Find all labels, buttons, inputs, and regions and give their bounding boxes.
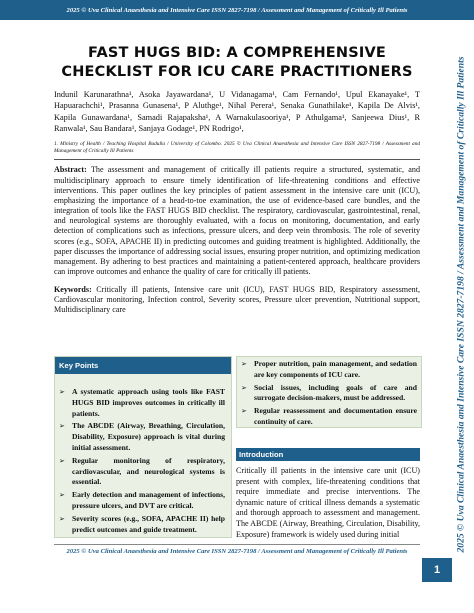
arrow-bullet-icon: ➢: [59, 491, 66, 500]
footer-running-title: 2025 © Uva Clinical Anaesthesia and Intensive Care ISSN 2827-7198 / Assessment and Management of Critically Ill Patients: [66, 548, 408, 555]
list-item: ➢ Regular monitoring of respiratory, cardiovascular, and neurological systems is essential.: [59, 455, 225, 487]
arrow-bullet-icon: ➢: [241, 407, 248, 416]
journal-header-bar: [0, 0, 474, 20]
side-running-title-text: 2025 © Uva Clinical Anaesthesia and Intensive Care ISSN 2827-7198 / Assessment and Management of Critically Ill Patients: [455, 55, 467, 553]
list-item: ➢ Early detection and management of infections, pressure ulcers, and DVT are critical.: [59, 490, 225, 510]
list-item: ➢ A systematic approach using tools like FAST HUGS BID improves outcomes in critically ill patients.: [59, 387, 225, 418]
running-title: 2025 © Uva Clinical Anaesthesia and Intensive Care ISSN 2827-7198 / Assessment and Management of Critically Ill Patients: [66, 6, 408, 14]
article-front-matter: [54, 44, 420, 316]
body-columns: [54, 356, 420, 539]
divider: [54, 159, 420, 160]
page-number: 1: [422, 558, 452, 582]
abstract-text: The assessment and management of critically ill patients require a structured, systematic, and multidisciplinary approach to ensure timely identification of life-threatening conditions and effective interventions. This paper outlines the key principles of patient assessment in the intensive care unit (ICU), emphasizing the importance of a head-to-toe examination, the use of evidence-based care bundles, and the integration of tools like the FAST HUGS BID checklist. The respiratory, cardiovascular, gastrointestinal, renal, and neurological systems are thoroughly evaluated, with a focus on monitoring, documentation, and early detection of complications such as infections, pressure ulcers, and deep vein thrombosis. The role of severity scores (e.g., SOFA, APACHE II) in predicting outcomes and guiding treatment is highlighted. Additionally, the paper discusses the importance of addressing social issues, ensuring proper nutrition, and optimizing medication management. By adhering to best practices and maintaining a patient-centered approach, healthcare providers can improve outcomes and enhance the quality of care for critically ill patients.: [54, 165, 420, 276]
introduction-heading: Introduction: [236, 448, 420, 461]
key-points-continued-list: [241, 359, 417, 430]
author-list: Indunil Karunarathna¹, Asoka Jayawardana¹, U Vidanagama¹, Cam Fernando¹, Upul Ekanayake¹, T Hapuarachchi¹, Prasanna Gunasena¹, P Aluthge¹, Nihal Perera¹, Senaka Gunathilake¹, Kapila De Alvis¹, Kapila Gunawardana¹, Samadi Rajapaksha¹, A Warnakulasooriya¹, P Athulgama¹, Sanjeewa Dius¹, R Ranwala¹, Sau Bandara¹, Sanjaya Godage¹, PN Rodrigo¹,: [54, 90, 420, 134]
list-item: ➢ The ABCDE (Airway, Breathing, Circulation, Disability, Exposure) approach is vital during initial assessment.: [59, 421, 225, 452]
affiliation: 1. Ministry of Health / Teaching Hospital Badulla / University of Colombo. 2025 © Uva Clinical Anaesthesia and Intensive Care ISSN 2827-7198 / Assessment and Management of Critically Ill Patients: [54, 140, 420, 155]
keywords-label: Keywords:: [54, 285, 92, 295]
list-item: ➢ Proper nutrition, pain management, and sedation are key components of ICU care.: [241, 359, 417, 379]
list-item: ➢ Severity scores (e.g., SOFA, APACHE II) help predict outcomes and guide treatment.: [59, 513, 225, 534]
footer-divider: [54, 544, 420, 545]
article-title: FAST HUGS BID: A COMPREHENSIVE CHECKLIST FOR ICU CARE PRACTITIONERS: [61, 45, 413, 80]
introduction-text: Critically ill patients in the intensive care unit (ICU) present with complex, life-threatening conditions that require immediate and precise interventions. The dynamic nature of critical illness demands a systematic and thorough approach to assessment and management. The ABCDE (Airway, Breathing, Circulation, Disability, Exposure) framework is widely used during initial: [236, 466, 420, 539]
arrow-bullet-icon: ➢: [59, 388, 66, 396]
arrow-bullet-icon: ➢: [59, 514, 66, 523]
arrow-bullet-icon: ➢: [241, 383, 248, 392]
list-item: ➢ Regular reassessment and documentation ensure continuity of care.: [241, 406, 417, 426]
arrow-bullet-icon: ➢: [59, 422, 66, 431]
abstract: [54, 165, 420, 277]
abstract-label: Abstract:: [54, 165, 87, 175]
keywords-text: Critically ill patients, Intensive care unit (ICU), FAST HUGS BID, Respiratory assessment, Cardiovascular monitoring, Infection control, Severity scores, Pressure ulcer prevention, Nutritional support, Multidisciplinary care: [54, 285, 420, 315]
key-points-list: [59, 387, 225, 537]
key-points-box: [54, 356, 232, 538]
side-running-title: [448, 20, 474, 588]
key-points-continued-box: [236, 356, 422, 428]
list-item: ➢ Social issues, including goals of care and surrogate decision-makers, must be addressed.: [241, 382, 417, 403]
arrow-bullet-icon: ➢: [241, 360, 248, 368]
key-points-heading: Key Points: [55, 357, 231, 374]
keywords: [54, 285, 420, 315]
arrow-bullet-icon: ➢: [59, 456, 66, 465]
